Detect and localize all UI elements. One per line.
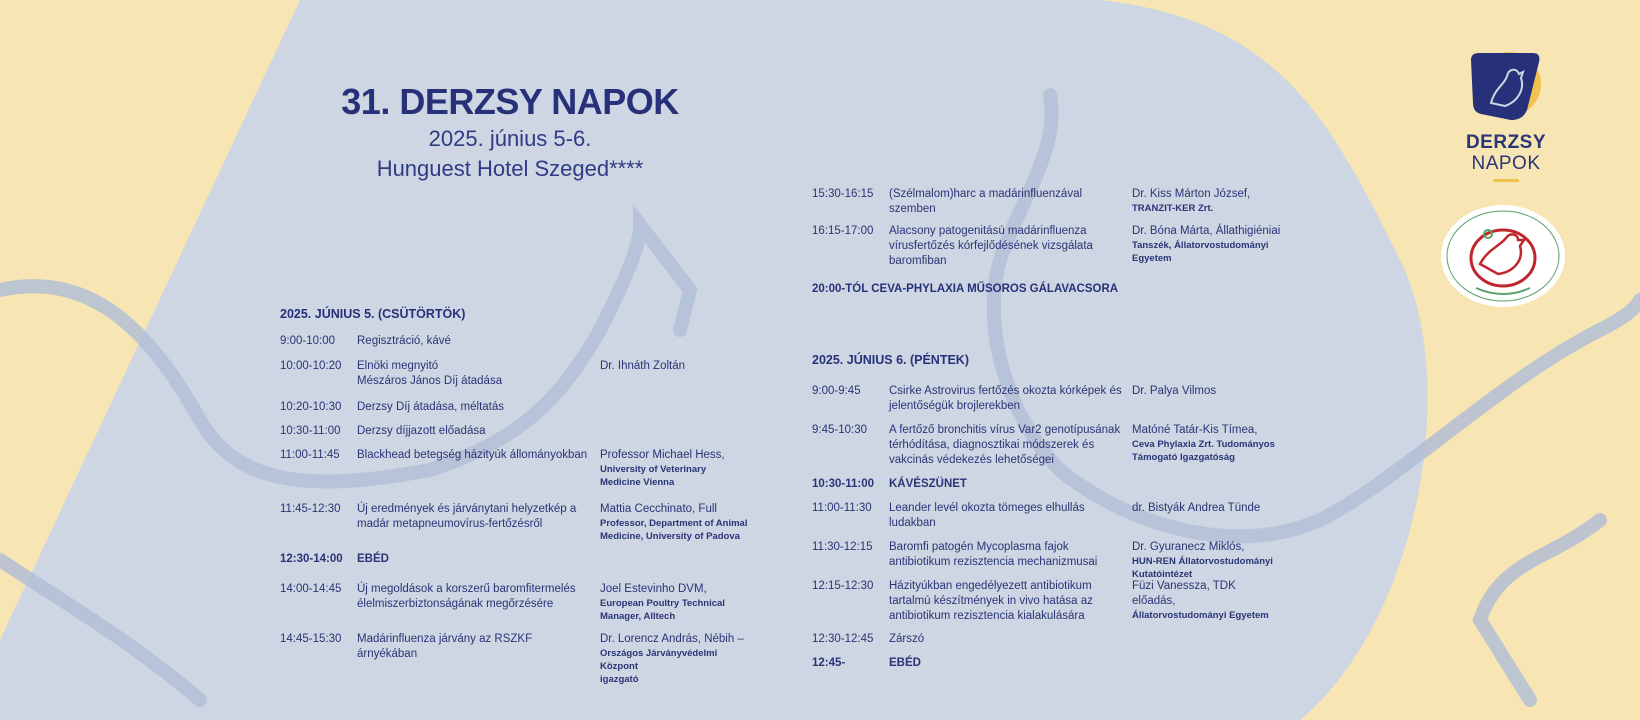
- time-slot: 12:45-: [812, 657, 846, 669]
- topic-line: Új megoldások a korszerű baromfitermelés: [357, 583, 576, 595]
- speaker-affiliation: European Poultry Technical: [600, 598, 725, 609]
- speaker: [1132, 187, 1282, 215]
- session-topic: [889, 540, 1126, 570]
- topic-line: EBÉD: [889, 657, 921, 669]
- speaker-name: Dr. Ihnáth Zoltán: [600, 360, 686, 372]
- session-topic: [357, 448, 594, 463]
- topic-line: antibiotikum rezisztencia kialakulására: [889, 610, 1085, 622]
- topic-line: madár metapneumovírus-fertőzésről: [357, 518, 543, 530]
- speaker-affiliation: Kutatóintézet: [1132, 569, 1193, 580]
- event-date: 2025. június 5-6.: [428, 126, 592, 151]
- topic-line: EBÉD: [357, 553, 389, 565]
- speaker-name: Professor Michael Hess,: [600, 449, 725, 461]
- session-topic: [357, 632, 594, 662]
- speaker: [600, 582, 750, 623]
- session-topic: [889, 384, 1126, 414]
- speaker-name: Matóné Tatár-Kis Tímea,: [1132, 424, 1258, 436]
- seal-text: [1440, 204, 1441, 205]
- time-slot: 10:20-10:30: [280, 401, 342, 413]
- time-slot: 11:00-11:45: [280, 449, 340, 461]
- session-topic: [889, 224, 1126, 269]
- time-slot: 16:15-17:00: [812, 225, 874, 237]
- session-topic: [357, 582, 594, 612]
- topic-line: Zárszó: [889, 633, 925, 645]
- topic-line: Derzsy díjjazott előadása: [357, 425, 486, 437]
- session-topic: [357, 424, 594, 439]
- logo-line2: NAPOK: [1471, 153, 1541, 174]
- time-slot: 15:30-16:15: [812, 188, 874, 200]
- session-topic: [889, 501, 1126, 531]
- speaker: [1132, 224, 1282, 265]
- event-venue: Hunguest Hotel Szeged****: [376, 156, 644, 181]
- speaker-affiliation: Medicine, University of Padova: [600, 531, 740, 542]
- session-topic: [357, 552, 594, 567]
- speaker: [1132, 579, 1282, 622]
- derzsy-napok-logo: [1456, 48, 1556, 182]
- speaker-name: Füzi Vanessza, TDK előadás,: [1132, 580, 1236, 607]
- topic-line: A fertőző bronchitis vírus Var2 genotípusának: [889, 424, 1121, 436]
- topic-line: (Szélmalom)harc a madárinfluenzával szemben: [889, 188, 1083, 215]
- time-slot: 11:45-12:30: [280, 503, 341, 515]
- logo-underline: [1493, 179, 1519, 182]
- speaker-affiliation: University of Veterinary: [600, 464, 707, 475]
- event-header: [310, 80, 710, 184]
- speaker-name: Dr. Kiss Márton József,: [1132, 188, 1251, 200]
- speaker: [600, 359, 750, 374]
- speaker-name: Joel Estevinho DVM,: [600, 583, 707, 595]
- speaker: [1132, 540, 1282, 581]
- speaker-name: Dr. Lorencz András, Nébih –: [600, 633, 744, 645]
- topic-line: Regisztráció, kávé: [357, 335, 451, 347]
- speaker-name: Dr. Gyuranecz Miklós,: [1132, 541, 1245, 553]
- time-slot: 12:30-12:45: [812, 633, 874, 645]
- topic-line: Alacsony patogenitású madárinfluenza: [889, 225, 1087, 237]
- time-slot: 10:00-10:20: [280, 360, 342, 372]
- hen-outline-right-lower: [1480, 520, 1600, 700]
- speaker-affiliation: HUN-REN Állatorvostudományi: [1132, 556, 1273, 567]
- session-topic: [357, 359, 594, 389]
- topic-line: vírusfertőzés kórfejlődésének vizsgálata: [889, 240, 1093, 252]
- topic-line: Derzsy Díj átadása, méltatás: [357, 401, 505, 413]
- event-title: 31. DERZSY NAPOK: [341, 81, 679, 122]
- topic-line: Mészáros János Díj átadása: [357, 375, 503, 387]
- topic-line: Elnöki megnyitó: [357, 360, 439, 372]
- time-slot: 10:30-11:00: [812, 478, 875, 490]
- speaker-affiliation: Állatorvostudományi Egyetem: [1132, 610, 1269, 621]
- time-slot: 14:45-15:30: [280, 633, 342, 645]
- session-topic: [889, 477, 1126, 492]
- time-slot: 9:45-10:30: [812, 424, 867, 436]
- topic-line: Madárinfluenza járvány az RSZKF árnyékában: [357, 633, 533, 660]
- hen-seal-icon: [1440, 204, 1566, 308]
- topic-line: jelentőségük brojlerekben: [889, 400, 1021, 412]
- speaker-name: Mattia Cecchinato, Full: [600, 503, 717, 515]
- topic-line: Házityúkban engedélyezett antibiotikum: [889, 580, 1092, 592]
- time-slot: 11:00-11:30: [812, 502, 872, 514]
- topic-line: Új eredmények és járványtani helyzetkép a: [357, 503, 577, 515]
- topic-line: antibiotikum rezisztencia mechanizmusai: [889, 556, 1098, 568]
- speaker: [600, 632, 750, 686]
- session-topic: [357, 502, 594, 532]
- day2-heading: 2025. JÚNIUS 6. (PÉNTEK): [812, 353, 969, 367]
- logo-line1: DERZSY: [1465, 132, 1547, 153]
- time-slot: 9:00-10:00: [280, 335, 335, 347]
- topic-line: tartalmú készítmények in vivo hatása az: [889, 595, 1093, 607]
- time-slot: 10:30-11:00: [280, 425, 341, 437]
- session-topic: [889, 187, 1126, 217]
- topic-line: térhódítása, diagnosztikai módszerek és: [889, 439, 1095, 451]
- time-slot: 9:00-9:45: [812, 385, 861, 397]
- speaker-name: Dr. Palya Vilmos: [1132, 385, 1217, 397]
- session-topic: [357, 334, 594, 349]
- topic-line: Blackhead betegség házityúk állományokban: [357, 449, 588, 461]
- speaker-affiliation: Tanszék, Állatorvostudományi: [1132, 240, 1269, 251]
- session-topic: [889, 656, 1126, 671]
- speaker-affiliation: Professor, Department of Animal: [600, 518, 748, 529]
- topic-line: ludakban: [889, 517, 936, 529]
- speaker-affiliation: Ceva Phylaxia Zrt. Tudományos: [1132, 439, 1275, 450]
- day1-heading: 2025. JÚNIUS 5. (CSÜTÖRTÖK): [280, 307, 466, 321]
- topic-line: KÁVÉSZÜNET: [889, 478, 967, 490]
- society-seal: [1440, 204, 1566, 308]
- speaker-affiliation: Egyetem: [1132, 253, 1172, 264]
- speaker: [600, 502, 750, 543]
- speaker-affiliation: igazgató: [600, 674, 639, 685]
- speaker-affiliation: Országos Járványvédelmi Központ: [600, 648, 718, 672]
- speaker-affiliation: Támogató Igazgatóság: [1132, 452, 1235, 463]
- speaker-name: dr. Bistyák Andrea Tünde: [1132, 502, 1261, 514]
- speaker: [600, 448, 750, 489]
- time-slot: 12:30-14:00: [280, 553, 343, 565]
- topic-line: Baromfi patogén Mycoplasma fajok: [889, 541, 1069, 553]
- topic-line: baromfiban: [889, 255, 947, 267]
- topic-line: Csirke Astrovirus fertőzés okozta kórképek és: [889, 385, 1122, 397]
- topic-line: élelmiszerbiztonságának megőrzésére: [357, 598, 554, 610]
- speaker: [1132, 423, 1282, 464]
- hen-shield-icon: [1461, 48, 1551, 128]
- time-slot: 12:15-12:30: [812, 580, 874, 592]
- session-topic: [889, 632, 1126, 647]
- speaker-affiliation: TRANZIT-KER Zrt.: [1132, 203, 1214, 214]
- speaker-name: Dr. Bóna Márta, Állathigiéniai: [1132, 225, 1281, 237]
- session-topic: [889, 423, 1126, 468]
- session-topic: [357, 400, 594, 415]
- time-slot: 11:30-12:15: [812, 541, 873, 553]
- speaker: [1132, 501, 1282, 516]
- gala-dinner: 20:00-TÓL CEVA-PHYLAXIA MŰSOROS GÁLAVACSORA: [812, 283, 1119, 295]
- speaker-affiliation: Manager, Alltech: [600, 611, 676, 622]
- speaker: [1132, 384, 1282, 399]
- topic-line: Leander levél okozta tömeges elhullás: [889, 502, 1085, 514]
- topic-line: vakcinás védekezés lehetőségei: [889, 454, 1054, 466]
- speaker-affiliation: Medicine Vienna: [600, 477, 675, 488]
- time-slot: 14:00-14:45: [280, 583, 342, 595]
- session-topic: [889, 579, 1126, 624]
